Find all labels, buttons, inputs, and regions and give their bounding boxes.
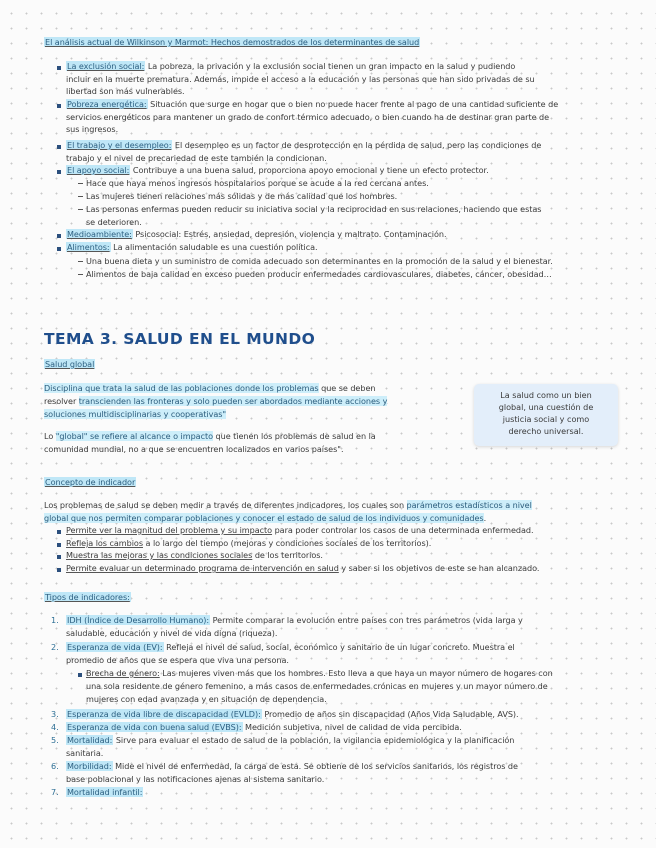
numbered-item-line: saludable, educación y nivel de vida digna (riqueza). — [66, 628, 278, 638]
list-item: El apoyo social: Contribuye a una buena salud, proporciona apoyo emocional y tiene un efecto protector. — [67, 165, 489, 175]
list-number: 4. — [51, 722, 59, 732]
bullet-icon — [78, 673, 82, 677]
sub-item: Las mujeres tienen relaciones más sólidas y de más calidad que los hombres. — [86, 191, 398, 201]
list-item-line: libertad son más vulnerables. — [66, 86, 185, 96]
list-number: 5. — [51, 735, 59, 745]
numbered-item-line: sanitaria. — [66, 748, 104, 758]
paragraph-line: Los problemas de salud se deben medir a través de diferentes indicadores, los cuales son parámetros estadísticos a nivel — [44, 500, 532, 510]
bullet-icon — [57, 234, 61, 238]
bullet-icon — [57, 170, 61, 174]
sub-item-line: mujeres con edad avanzada y en situación de dependencia. — [86, 694, 327, 704]
list-item: La exclusión social: La pobreza, la privación y la exclusión social tienen un gran impacto en la salud y pudiendo — [67, 61, 516, 71]
intro-title: El análisis actual de Wilkinson y Marmot: Hechos demostrados de los determinantes de salud — [45, 37, 420, 47]
paragraph-line: global que nos permiten comparar poblaciones y conocer el estado de salud de los individuos y comunidades. — [44, 512, 487, 523]
list-item-line: trabajo y el nivel de precariedad de este también la condicionan. — [66, 152, 327, 163]
list-number: 1. — [51, 615, 59, 625]
bullet-icon — [57, 104, 61, 108]
paragraph-line: soluciones multidisciplinarias y cooperativas" — [44, 409, 227, 419]
list-item: Medioambiente: Psicosocial: Estrés, ansiedad, depresión, violencia y maltrato. Contaminación. — [67, 229, 447, 239]
sub-item: Las personas enfermas pueden reducir su iniciativa social y la reciprocidad en sus relaciones, haciendo que estas — [86, 204, 542, 214]
list-number: 2. — [51, 642, 59, 652]
bullet-icon — [57, 555, 61, 559]
list-item-line: sus ingresos. — [66, 124, 119, 134]
page-title: TEMA 3. SALUD EN EL MUNDO — [44, 330, 316, 348]
callout-box: La salud como un bien global, una cuestión de justicia social y como derecho universal. — [474, 384, 618, 446]
dash-icon — [78, 183, 83, 184]
list-number: 7. — [51, 787, 59, 797]
list-item: Permite ver la magnitud del problema y su impacto para poder controlar los casos de una determinada enfermedad. — [66, 525, 534, 535]
list-item-line: servicios energéticos para mantener un grado de confort térmico adecuado, o bien cuando ha de destinar gran parte de — [66, 111, 550, 122]
paragraph-line: comunidad mundial, no a que se encuentren localizados en varios países". — [44, 444, 344, 454]
section-subtitle: Salud global — [45, 359, 95, 369]
sub-item-line: una sola residente de género femenino, a más casos de enfermedades crónicas en mujeres y un mayor número de — [86, 681, 548, 691]
section-subtitle: Concepto de indicador — [45, 477, 136, 487]
numbered-item: Morbilidad: Mide el nivel de enfermedad, la carga de esta. Se obtiene de los servicios sanitarios, los registros de — [67, 761, 518, 771]
list-number: 3. — [51, 709, 59, 719]
dash-icon — [78, 261, 83, 262]
list-number: 6. — [51, 761, 59, 771]
bullet-icon — [57, 66, 61, 70]
list-item: Refleja los cambios a lo largo del tiempo (mejoras y condiciones sociales de los territorios). — [66, 538, 432, 548]
paragraph-line: Lo "global" se refiere al alcance o impacto que tienen los problemas de salud en la — [44, 431, 376, 441]
list-item: Pobreza energética: Situación que surge en hogar que o bien no puede hacer frente al pago de una cantidad suficiente de — [67, 99, 559, 109]
numbered-item: Mortalidad infantil: — [67, 787, 143, 797]
numbered-item-line: base poblacional y las notificaciones ajenas al sistema sanitario. — [66, 774, 325, 784]
sub-item: Alimentos de baja calidad en exceso pueden producir enfermedades cardiovasculares, diabetes, cáncer, obesidad… — [86, 269, 552, 279]
paragraph-line: resolver transcienden las fronteras y solo pueden ser abordados mediante acciones y — [44, 396, 388, 406]
paragraph-line: Disciplina que trata la salud de las poblaciones donde los problemas que se deben — [44, 383, 376, 393]
list-item-line: incluir en la muerte prematura. Además, impide el acceso a la educación y las personas que han sido privadas de su — [66, 73, 535, 84]
sub-item-line: se deterioren. — [86, 216, 142, 227]
bullet-icon — [57, 530, 61, 534]
numbered-item: Esperanza de vida con buena salud (EVBS): Medición subjetiva, nivel de calidad de vida percibida. — [67, 722, 462, 732]
dash-icon — [78, 209, 83, 210]
dash-icon — [78, 196, 83, 197]
list-item: Permite evaluar un determinado programa de intervención en salud y saber si los objetivos de este se han alcanzado. — [66, 563, 540, 573]
bullet-icon — [57, 145, 61, 149]
list-item: El trabajo y el desempleo: El desempleo es un factor de desprotección en la pérdida de salud, pero las condiciones de — [67, 140, 542, 150]
numbered-item: Esperanza de vida (EV): Refleja el nivel de salud, social, económico y sanitario de un lugar concreto. Muestra el — [67, 642, 515, 652]
sub-item: Hace que haya menos ingresos hospitalarios porque se acude a la red cercana antes. — [86, 178, 429, 188]
sub-item: Una buena dieta y un suministro de comida adecuado son determinantes en la promoción de la salud y el bienestar. — [86, 256, 553, 266]
numbered-item-line: promedio de años que se espera que viva una persona. — [66, 655, 289, 665]
bullet-icon — [57, 543, 61, 547]
sub-item: Brecha de género: Las mujeres viven más que los hombres. Esto lleva a que haya un mayor número de hogares con — [86, 668, 553, 678]
numbered-item: Mortalidad: Sirve para evaluar el estado de salud de la población, la vigilancia epidemiológica y la planificación — [67, 735, 515, 745]
list-item: Alimentos: La alimentación saludable es una cuestión política. — [67, 242, 318, 252]
numbered-item: IDH (Índice de Desarrollo Humano): Permite comparar la evolución entre países con tres parámetros (vida larga y — [67, 615, 523, 625]
dash-icon — [78, 274, 83, 275]
bullet-icon — [57, 568, 61, 572]
section-subtitle: Tipos de indicadores: — [45, 592, 130, 602]
bullet-icon — [57, 247, 61, 251]
numbered-item: Esperanza de vida libre de discapacidad (EVLD): Promedio de años sin discapacidad (Años Vida Saludable, AVS). — [67, 709, 519, 719]
list-item: Muestra las mejoras y las condiciones sociales de los territorios. — [66, 550, 323, 560]
